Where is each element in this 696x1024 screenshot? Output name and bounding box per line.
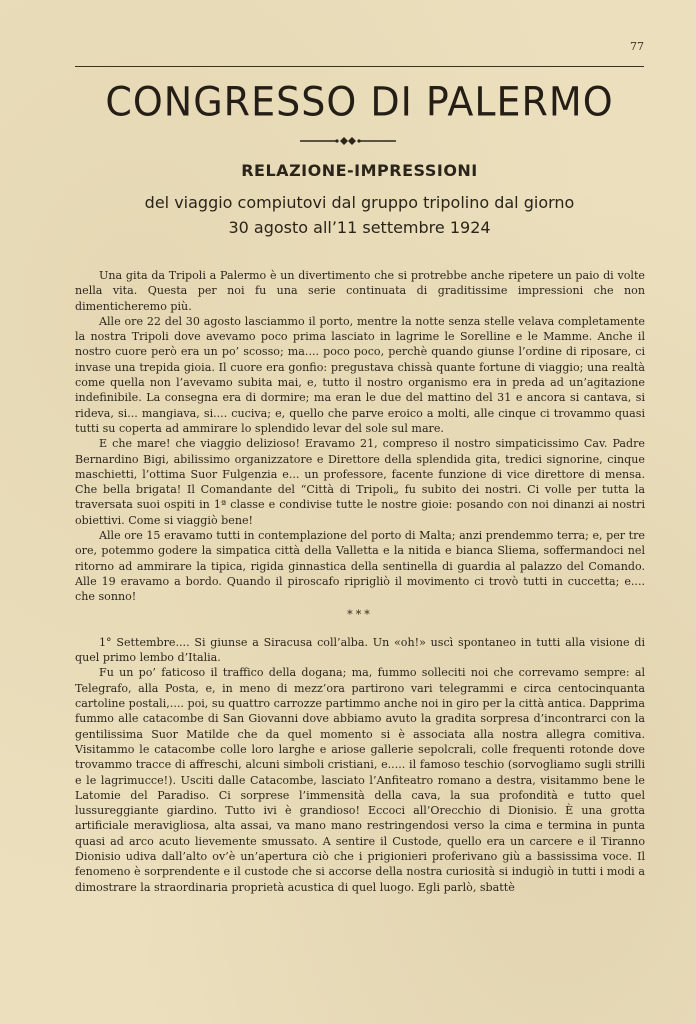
paragraph: Alle ore 22 del 30 agosto lasciammo il porto, mentre la notte senza stelle velava completamente la nostra Tripoli dove avevamo poco prima lasciato in lagrime le Sorelline e le Mamme. Anche il nostro cuore però era un po’ scosso; ma.... poco poco, perchè quando giunse l’ordine di riposare, ci invase una trepida gioia. Il cuore era gonfio: pregustava chissà quante fortune di viaggio; una realtà come quella non l’avevamo subita mai, e, tutto il nostro organismo era in preda ad un’agitazione indefinibile. La consegna era di dormire; ma eran le due del mattino del 31 e ancora si cantava, si rideva, si... mangiava, si.... cuciva; e, quello che parve eroico a molti, alle cinque ci trovammo quasi tutti su coperta ad ammirare lo splendido levar del sole sul mare. [75,314,645,435]
subtitle: RELAZIONE-IMPRESSIONI [241,161,478,180]
top-rule [75,66,644,67]
paragraph: Alle ore 15 eravamo tutti in contemplazione del porto di Malta; anzi prendemmo terra; e, per tre ore, potemmo godere la simpatica città della Valletta e la nitida e bianca Sliema, soffermandoci nel ritorno ad ammirare la tipica, rigida ginnastica della sentinella di guardia al palazzo del Comando. Alle 19 eravamo a bordo. Quando il piroscafo riprigliò il movimento ci trovò tutti in cuccetta; e.... che sonno! [75,529,645,604]
page-number: 77 [630,40,644,53]
article-body [75,268,645,895]
trip-description-line-2: 30 agosto all’11 settembre 1924 [228,218,491,237]
paragraph: Una gita da Tripoli a Palermo è un divertimento che si protrebbe anche ripetere un paio di volte nella vita. Questa per noi fu una serie continuata di graditissime impressioni che non dimenticheremo più. [75,269,645,313]
paragraph: Fu un po’ faticoso il traffico della dogana; ma, fummo solleciti noi che correvamo sempre: al Telegrafo, alla Posta, e, in meno di mezz’ora partirono vari telegrammi e circa centocinquanta cartoline postali,.... poi, su quattro carrozze partimmo anche noi in giro per la città antica. Dapprima fummo alle catacombe di San Giovanni dove abbiamo avuto la gradita sorpresa d’incontrarci con la gentilissima Suor Matilde che da quel momento si è associata alla nostra allegra comitiva. Visitammo le catacombe colle loro larghe e ariose gallerie sepolcrali, colle frequenti rotonde dove trovammo tracce di affreschi, alcuni simboli cristiani, e..... il famoso teschio (sorvogliamo sugli strilli e le lagrimucce!). Usciti dalle Catacombe, lasciato l’Anfiteatro romano a destra, visitammo bene le Latomie del Paradiso. Ci sorprese l’immensità della cava, la sua profondità e tutto quel lussureggiante giardino. Tutto ivi è grandioso! Eccoci all’Orecchio di Dionisio. È una grotta artificiale meravigliosa, alta assai, va mano mano restringendosi verso la cima e termina in punta quasi ad arco acuto lievemente smussato. A sentire il Custode, quello era un carcere e il Tiranno Dionisio udiva dall’alto ov’è un’apertura ciò che i prigionieri proferivano giù a bassissima voce. Il fenomeno è sorprendente e il custode che si accorse della nostra curiosità si indugiò in tutti i modi a dimostrare la straordinaria proprietà acustica di quel luogo. Egli parlò, sbattè [75,666,645,894]
trip-description-line-1: del viaggio compiutovi dal gruppo tripolino dal giorno [144,193,575,212]
section-separator: *** [347,607,373,621]
ornament-divider [300,135,396,147]
paragraph: 1° Settembre.... Si giunse a Siracusa coll’alba. Un «oh!» uscì spontaneo in tutti alla visione di quel primo lembo d’Italia. [75,635,645,665]
paragraph: E che mare! che viaggio delizioso! Eravamo 21, compreso il nostro simpaticissimo Cav. Padre Bernardino Bigi, abilissimo organizzatore e Direttore della splendida gita, tredici signorine, cinque maschietti, l’ottima Suor Fulgenzia e... un professore, facente funzione di vice direttore di mensa. Che bella brigata! Il Comandante del “Città di Tripoli„ fu subito dei nostri. Ci volle per tutta la traversata suoi ospiti in 1ª classe e condivise tutte le nostre gioie: posando con noi dinanzi ai nostri obiettivi. Come si viaggiò bene! [75,437,645,527]
page-title: CONGRESSO DI PALERMO [105,78,614,126]
